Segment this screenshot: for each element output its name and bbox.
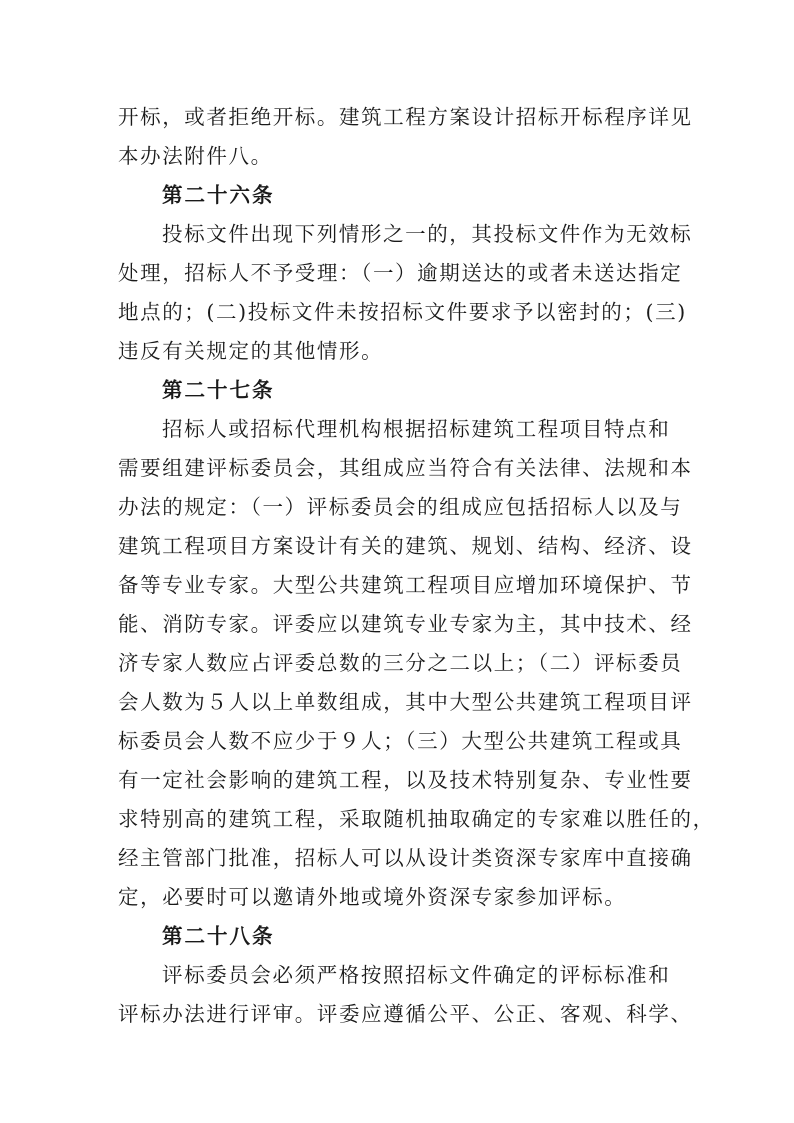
- paragraph-line: 评标办法进行评审。评委应遵循公平、公正、客观、科学、: [118, 1002, 693, 1026]
- paragraph-line: 会人数为５人以上单数组成，其中大型公共建筑工程项目评: [118, 690, 693, 714]
- paragraph-line: 有一定社会影响的建筑工程，以及技术特别复杂、专业性要: [118, 768, 693, 792]
- article-heading-27: 第二十七条: [162, 378, 275, 402]
- paragraph-line: 本办法附件八。: [118, 144, 273, 168]
- paragraph-line: 定，必要时可以邀请外地或境外资深专家参加评标。: [118, 885, 627, 909]
- paragraph-line: 招标人或招标代理机构根据招标建筑工程项目特点和: [162, 417, 671, 441]
- paragraph-line: 经主管部门批准，招标人可以从设计类资深专家库中直接确: [118, 846, 693, 870]
- paragraph-line: 需要组建评标委员会，其组成应当符合有关法律、法规和本: [118, 456, 693, 480]
- paragraph-line: 开标，或者拒绝开标。建筑工程方案设计招标开标程序详见: [118, 105, 693, 129]
- paragraph-line: 求特别高的建筑工程，采取随机抽取确定的专家难以胜任的，: [118, 807, 715, 831]
- paragraph-line: 违反有关规定的其他情形。: [118, 339, 384, 363]
- article-heading-28: 第二十八条: [162, 924, 275, 948]
- paragraph-line: 建筑工程项目方案设计有关的建筑、规划、结构、经济、设: [118, 534, 693, 558]
- paragraph-line: 处理，招标人不予受理：（一）逾期送达的或者未送达指定: [118, 261, 683, 285]
- paragraph-line: 办法的规定：（一）评标委员会的组成应包括招标人以及与: [118, 495, 683, 519]
- paragraph-line: 能、消防专家。评委应以建筑专业专家为主，其中技术、经: [118, 612, 693, 636]
- paragraph-line: 济专家人数应占评委总数的三分之二以上；（二）评标委员: [118, 651, 683, 675]
- paragraph-line: 备等专业专家。大型公共建筑工程项目应增加环境保护、节: [118, 573, 693, 597]
- paragraph-line: 标委员会人数不应少于９人；（三）大型公共建筑工程或具: [118, 729, 683, 753]
- article-heading-26: 第二十六条: [162, 183, 275, 207]
- paragraph-line: 投标文件出现下列情形之一的，其投标文件作为无效标: [162, 222, 693, 246]
- paragraph-line: 评标委员会必须严格按照招标文件确定的评标标准和: [162, 963, 671, 987]
- paragraph-line: 地点的；(二)投标文件未按招标文件要求予以密封的；(三): [118, 300, 687, 324]
- document-body: [118, 98, 715, 1034]
